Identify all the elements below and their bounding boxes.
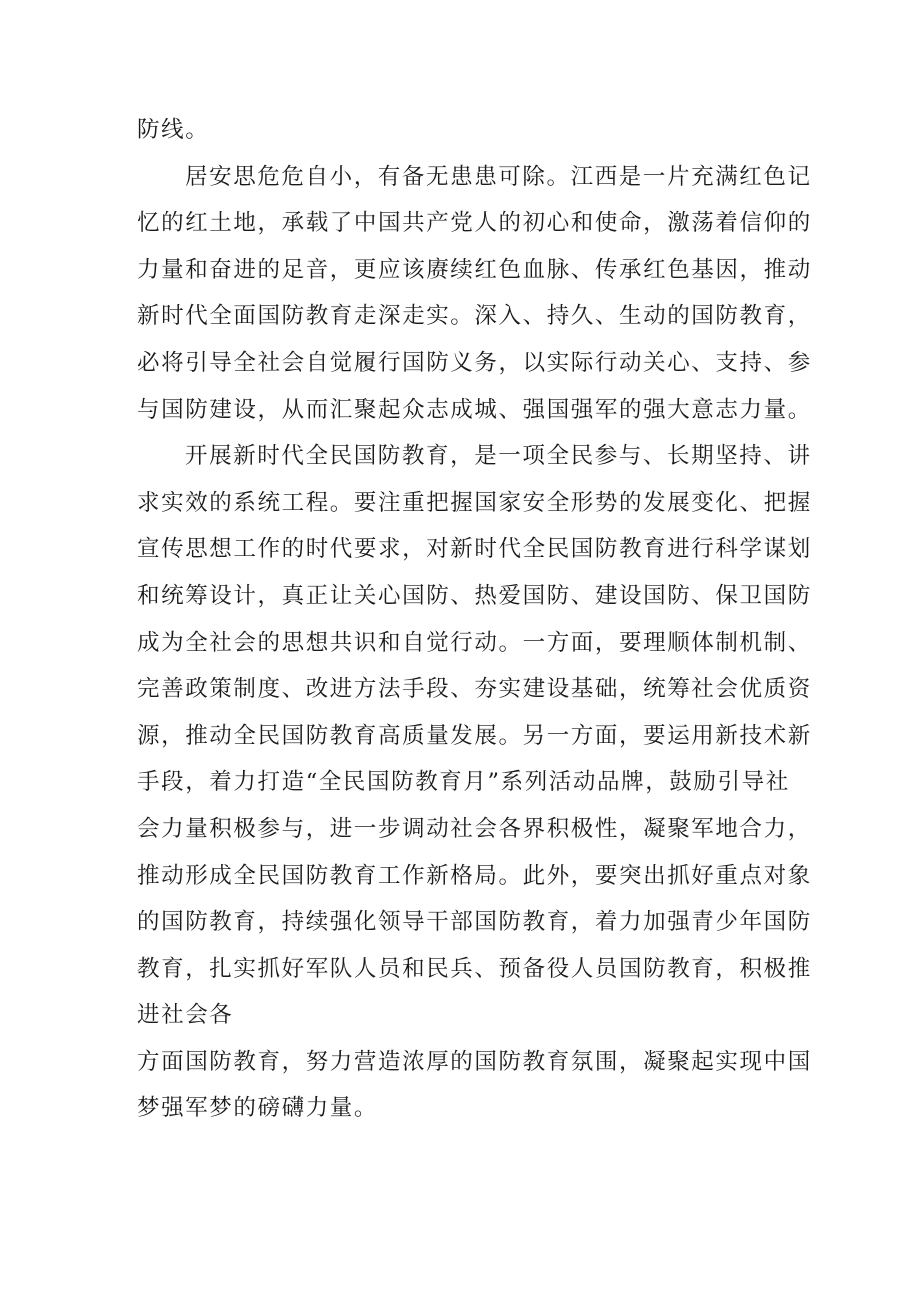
text-line: 防线。: [137, 117, 210, 143]
text-line: 成为全社会的思想共识和自觉行动。一方面，要理顺体制机制、: [137, 629, 812, 656]
text-line: 忆的红土地，承载了中国共产党人的初心和使命，激荡着信仰的: [137, 210, 812, 237]
text-line: 力量和奋进的足音，更应该赓续红色血脉、传承红色基因，推动: [137, 256, 812, 283]
text-line: 完善政策制度、改进方法手段、夯实建设基础，统筹社会优质资: [137, 676, 812, 703]
text-line: 手段，着力打造“全民国防教育月”系列活动品牌，鼓励引导社: [137, 769, 790, 796]
text-line: 和统筹设计，真正让关心国防、热爱国防、建设国防、保卫国防: [137, 582, 812, 609]
text-line: 与国防建设，从而汇聚起众志成城、强国强军的强大意志力量。: [137, 396, 812, 423]
text-line: 进社会各: [137, 1002, 234, 1029]
text-line: 新时代全面国防教育走深走实。深入、持久、生动的国防教育，: [137, 303, 812, 330]
paragraph-start-line: 居安思危危自小，有备无患患可除。江西是一片充满红色记: [185, 163, 812, 190]
text-line: 宣传思想工作的时代要求，对新时代全民国防教育进行科学谋划: [137, 536, 812, 563]
text-line: 会力量积极参与，进一步调动社会各界积极性，凝聚军地合力，: [137, 815, 812, 842]
text-line: 推动形成全民国防教育工作新格局。此外，要突出抓好重点对象: [137, 862, 812, 889]
paragraph-start-line: 开展新时代全民国防教育，是一项全民参与、长期坚持、讲: [185, 443, 812, 470]
text-line: 源，推动全民国防教育高质量发展。另一方面，要运用新技术新: [137, 722, 812, 749]
document-page: [137, 112, 812, 1137]
text-line: 的国防教育，持续强化领导干部国防教育，着力加强青少年国防: [137, 909, 812, 936]
text-line: 求实效的系统工程。要注重把握国家安全形势的发展变化、把握: [137, 489, 812, 516]
text-line: 方面国防教育，努力营造浓厚的国防教育氛围，凝聚起实现中国: [137, 1048, 812, 1075]
text-line: 教育，扎实抓好军队人员和民兵、预备役人员国防教育，积极推: [137, 955, 812, 982]
text-line: 必将引导全社会自觉履行国防义务，以实际行动关心、支持、参: [137, 349, 812, 376]
text-line: 梦强军梦的磅礴力量。: [137, 1095, 379, 1122]
